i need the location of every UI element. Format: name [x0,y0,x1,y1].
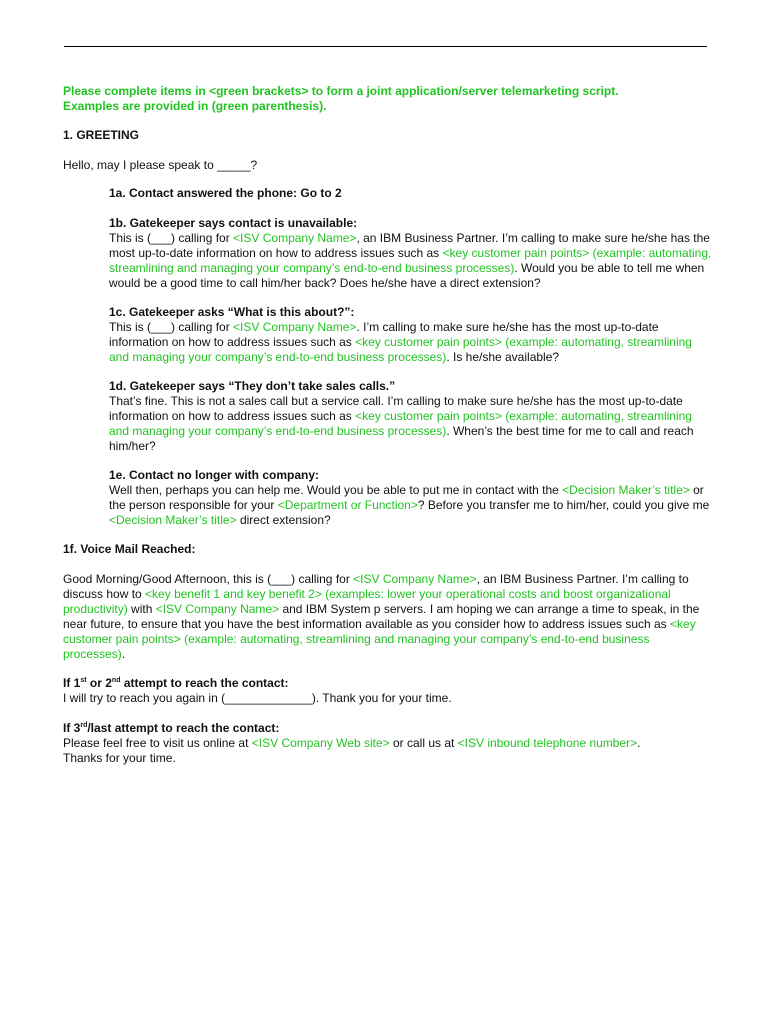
attempt-1-2-section [63,676,713,706]
text: , an IBM Business Partner. I’m calling to make sure he/she has the most up-to-date information on how to address issues such as [109,231,710,260]
section-1b-body [109,231,713,291]
text: or 2 [86,676,112,690]
attempt-1-2-heading [63,676,713,691]
intro-line-1: Please complete items in <green brackets> to form a joint application/server telemarketing script. [63,84,619,98]
text: and IBM System p servers. I am hoping we can arrange a time to speak, in the near future, to ensure that you have the best information available as you consider how to address issues such as [63,602,700,631]
intro-instructions [63,84,713,114]
text: . Is he/she available? [446,350,560,364]
text: That’s fine. This is not a sales call but a service call. I’m calling to make sure he/she has the most up-to-date information on how to address issues such as [109,394,683,423]
attempt-1-2-line: I will try to reach you again in (_____________). Thank you for your time. [63,691,452,705]
greeting-heading: 1. GREETING [63,128,140,142]
section-1c-heading: 1c. Gatekeeper asks “What is this about?”: [109,305,355,319]
placeholder-text: <key customer pain points> (example: automating, streamlining and managing your company’s end-to-end business processes) [109,246,712,275]
script-document [63,84,713,766]
superscript: st [80,677,87,684]
text: /last attempt to reach the contact: [87,721,280,735]
section-1b [109,216,713,291]
text: or the person responsible for your [109,483,704,512]
section-1d-heading: 1d. Gatekeeper says “They don’t take sales calls.” [109,379,396,393]
text: . Would you be able to tell me when would be a good time to call him/her back? Does he/she have a direct extension? [109,261,705,290]
top-rule [64,46,707,47]
text: . [121,647,126,661]
placeholder-text: <ISV Company Name> [233,231,357,245]
placeholder-text: <key benefit 1 and key benefit 2> (examples: lower your operational costs and boost organizational productivity) [63,587,671,616]
placeholder-text: <ISV inbound telephone number> [457,736,638,750]
intro-line-2: Examples are provided in (green parenthesis). [63,99,327,113]
placeholder-text: <key customer pain points> (example: automating, streamlining and managing your company’s end-to-end business processes) [109,335,692,364]
section-1f-body [63,572,713,662]
closing-line: Thanks for your time. [63,751,176,765]
placeholder-text: <ISV Company Name> [155,602,280,616]
greeting-line: Hello, may I please speak to _____? [63,158,258,172]
text: ? Before you transfer me to him/her, could you give me [417,498,710,512]
text: If 3 [63,721,81,735]
superscript: nd [111,677,121,684]
placeholder-text: <key customer pain points> (example: automating, streamlining and managing your company’s end-to-end business processes) [63,617,696,661]
section-1b-heading: 1b. Gatekeeper says contact is unavailable: [109,216,358,230]
placeholder-text: <ISV Company Name> [353,572,477,586]
text: , an IBM Business Partner. I’m calling to discuss how to [63,572,689,601]
attempt-3-body [63,736,713,751]
text: . When’s the best time for me to call and reach him/her? [109,424,694,453]
text: with [127,602,156,616]
placeholder-text: <key customer pain points> (example: automating, streamlining and managing your company’s end-to-end business processes) [109,409,692,438]
superscript: rd [80,722,88,729]
section-1e-body [109,483,713,528]
text: . I’m calling to make sure he/she has the most up-to-date information on how to address issues such as [109,320,659,349]
text: . [637,736,641,750]
attempt-3-heading [63,721,713,736]
section-1e [109,468,713,528]
section-1e-heading: 1e. Contact no longer with company: [109,468,320,482]
section-1f-heading: 1f. Voice Mail Reached: [63,542,196,556]
placeholder-text: <ISV Company Web site> [251,736,390,750]
placeholder-text: <Decision Maker’s title> [109,513,237,527]
section-1d [109,379,713,454]
attempt-3-section [63,721,713,766]
section-1c-body [109,320,713,365]
section-1c [109,305,713,365]
placeholder-text: <Decision Maker’s title> [562,483,690,497]
section-1d-body [109,394,713,454]
text: If 1 [63,676,81,690]
placeholder-text: <Department or Function> [277,498,418,512]
text: This is (___) calling for [109,320,234,334]
section-1a-heading: 1a. Contact answered the phone: Go to 2 [109,186,342,200]
text: Please feel free to visit us online at [63,736,252,750]
text: Good Morning/Good Afternoon, this is (___) calling for [63,572,354,586]
text: direct extension? [236,513,331,527]
text: or call us at [389,736,458,750]
text: This is (___) calling for [109,231,234,245]
text: Well then, perhaps you can help me. Would you be able to put me in contact with the [109,483,563,497]
text: attempt to reach the contact: [120,676,289,690]
placeholder-text: <ISV Company Name> [233,320,357,334]
